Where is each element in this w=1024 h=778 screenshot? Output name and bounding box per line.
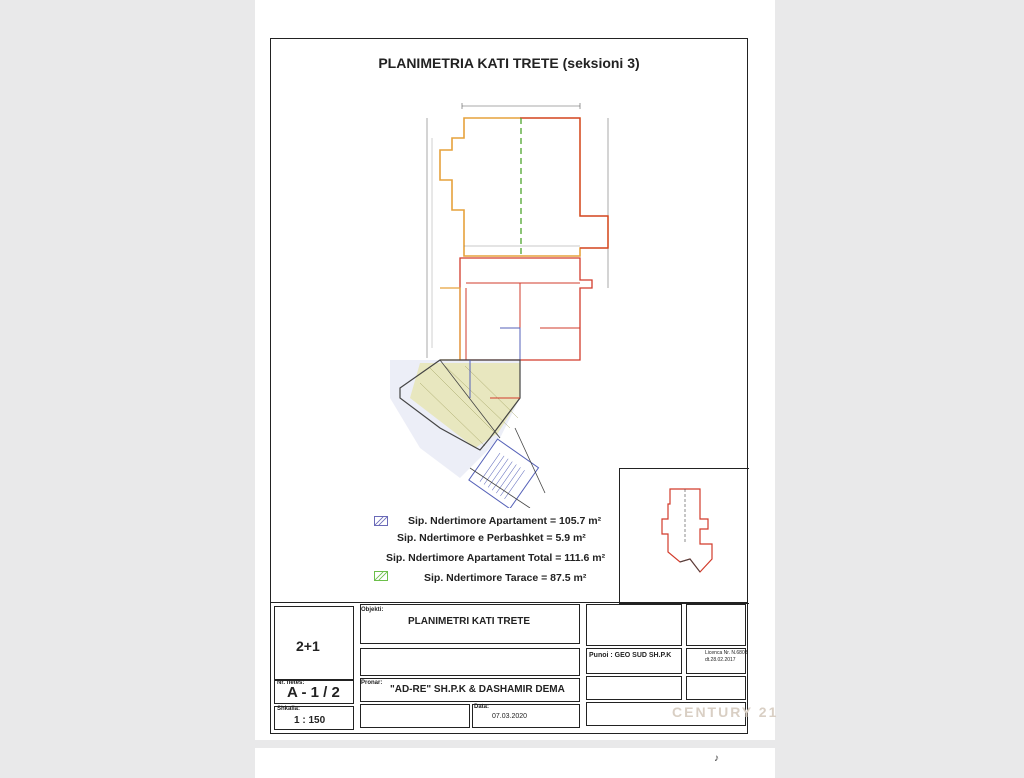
next-document-page — [255, 748, 775, 778]
legend-value: = 5.9 m² — [546, 532, 586, 544]
blank-cell-2 — [360, 704, 470, 728]
scale-label: Shkalla: — [277, 706, 301, 712]
legend-label: Sip. Ndertimore Tarace — [424, 572, 539, 584]
scale-value: 1 : 150 — [294, 715, 326, 726]
apartment-area-swatch — [374, 516, 388, 526]
apartment-type: 2+1 — [296, 638, 320, 654]
legend-common-area — [397, 532, 586, 544]
object-label: Objekti: — [361, 607, 384, 613]
date-label: Data: — [474, 704, 490, 710]
prepared-by: Punoi : GEO SUD SH.P.K — [589, 652, 672, 659]
key-plan-drawing — [640, 484, 730, 584]
legend-value: = 111.6 m² — [555, 552, 606, 564]
object-value: PLANIMETRI KATI TRETE — [408, 616, 531, 627]
watermark: CENTURY 21 — [672, 704, 779, 720]
blank-cell-4 — [686, 604, 746, 646]
license-line-2: dt.28.02.2017 — [705, 657, 736, 663]
license-line-1: Licenca Nr. N.6808 — [705, 650, 748, 656]
owner-value: "AD-RE" SH.P.K & DASHAMIR DEMA — [390, 684, 565, 695]
blank-cell-6 — [686, 676, 746, 700]
page-mark: ♪ — [714, 753, 719, 764]
blank-cell-1 — [360, 648, 580, 676]
legend-total-area — [386, 552, 605, 564]
owner-label: Pronar: — [361, 680, 383, 686]
legend-value: = 87.5 m² — [541, 572, 587, 584]
legend-apartment-area — [408, 515, 601, 527]
legend-terrace-area — [424, 572, 586, 584]
legend-value: = 105.7 m² — [549, 515, 602, 527]
legend-label: Sip. Ndertimore Apartament — [408, 515, 548, 527]
legend-label: Sip. Ndertimore Apartament Total — [386, 552, 553, 564]
sheet-number: A - 1 / 2 — [287, 684, 340, 701]
blank-cell-5 — [586, 676, 682, 700]
drawing-title: PLANIMETRIA KATI TRETE (seksioni 3) — [378, 55, 640, 71]
floor-plan-drawing — [380, 98, 610, 508]
blank-cell-3 — [586, 604, 682, 646]
date-value: 07.03.2020 — [492, 713, 528, 720]
sheet-number-label: Nr. fletës: — [277, 680, 305, 686]
legend-label: Sip. Ndertimore e Perbashket — [397, 532, 544, 544]
terrace-area-swatch — [374, 571, 388, 581]
